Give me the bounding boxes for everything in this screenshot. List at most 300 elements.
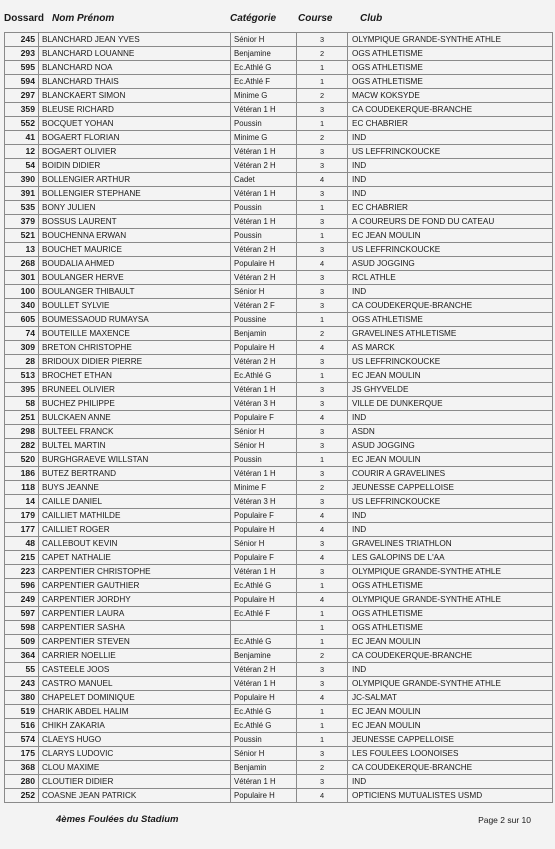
table-row	[5, 523, 553, 537]
cell-course: 1	[297, 621, 348, 635]
cell-course: 1	[297, 579, 348, 593]
table-row	[5, 537, 553, 551]
cell-club: IND	[348, 131, 553, 145]
cell-nom-prenom: CALLEBOUT KEVIN	[39, 537, 231, 551]
cell-club: IND	[348, 159, 553, 173]
cell-club: US LEFFRINCKOUCKE	[348, 243, 553, 257]
cell-categorie: Minime G	[231, 131, 297, 145]
cell-categorie: Populaire H	[231, 523, 297, 537]
cell-dossard: 340	[5, 299, 39, 313]
cell-categorie: Minime G	[231, 89, 297, 103]
cell-dossard: 186	[5, 467, 39, 481]
cell-categorie: Benjamin	[231, 327, 297, 341]
cell-club: OGS ATHLETISME	[348, 61, 553, 75]
cell-dossard: 118	[5, 481, 39, 495]
cell-course: 4	[297, 341, 348, 355]
cell-dossard: 535	[5, 201, 39, 215]
header-dossard: Dossard	[4, 13, 45, 24]
cell-course: 3	[297, 747, 348, 761]
cell-course: 3	[297, 299, 348, 313]
table-row	[5, 47, 553, 61]
cell-categorie: Vétéran 1 H	[231, 145, 297, 159]
cell-categorie: Vétéran 1 H	[231, 775, 297, 789]
cell-club: OGS ATHLETISME	[348, 621, 553, 635]
cell-nom-prenom: CARRIER NOELLIE	[39, 649, 231, 663]
cell-club: IND	[348, 173, 553, 187]
cell-club: OPTICIENS MUTUALISTES USMD	[348, 789, 553, 803]
cell-club: EC CHABRIER	[348, 117, 553, 131]
table-row	[5, 551, 553, 565]
cell-course: 4	[297, 551, 348, 565]
cell-nom-prenom: CAILLIET MATHILDE	[39, 509, 231, 523]
cell-club: CA COUDEKERQUE-BRANCHE	[348, 299, 553, 313]
cell-club: US LEFFRINCKOUCKE	[348, 145, 553, 159]
cell-nom-prenom: BURGHGRAEVE WILLSTAN	[39, 453, 231, 467]
cell-course: 3	[297, 425, 348, 439]
cell-club: IND	[348, 663, 553, 677]
cell-course: 3	[297, 537, 348, 551]
cell-nom-prenom: BOSSUS LAURENT	[39, 215, 231, 229]
cell-nom-prenom: BOUCHET MAURICE	[39, 243, 231, 257]
cell-course: 3	[297, 383, 348, 397]
cell-dossard: 521	[5, 229, 39, 243]
table-row	[5, 411, 553, 425]
cell-nom-prenom: BOLLENGIER STEPHANE	[39, 187, 231, 201]
cell-club: RCL ATHLE	[348, 271, 553, 285]
cell-course: 4	[297, 411, 348, 425]
cell-course: 3	[297, 467, 348, 481]
cell-categorie: Vétéran 1 H	[231, 467, 297, 481]
table-row	[5, 243, 553, 257]
cell-nom-prenom: CAILLIET ROGER	[39, 523, 231, 537]
cell-nom-prenom: BULTEEL FRANCK	[39, 425, 231, 439]
cell-nom-prenom: CARPENTIER CHRISTOPHE	[39, 565, 231, 579]
cell-club: MACW KOKSYDE	[348, 89, 553, 103]
header-club: Club	[360, 13, 383, 24]
cell-categorie: Ec.Athlé F	[231, 607, 297, 621]
cell-nom-prenom: BLANCHARD LOUANNE	[39, 47, 231, 61]
cell-club: OLYMPIQUE GRANDE-SYNTHE ATHLE	[348, 33, 553, 47]
cell-categorie: Ec.Athlé G	[231, 61, 297, 75]
table-row	[5, 131, 553, 145]
cell-nom-prenom: BOULANGER HERVE	[39, 271, 231, 285]
cell-dossard: 368	[5, 761, 39, 775]
cell-club: IND	[348, 285, 553, 299]
cell-dossard: 293	[5, 47, 39, 61]
table-row	[5, 145, 553, 159]
table-row	[5, 327, 553, 341]
cell-nom-prenom: BOUCHENNA ERWAN	[39, 229, 231, 243]
cell-dossard: 509	[5, 635, 39, 649]
cell-dossard: 13	[5, 243, 39, 257]
cell-dossard: 364	[5, 649, 39, 663]
cell-club: IND	[348, 775, 553, 789]
cell-club: ASUD JOGGING	[348, 257, 553, 271]
cell-club: ASDN	[348, 425, 553, 439]
cell-nom-prenom: CLARYS LUDOVIC	[39, 747, 231, 761]
cell-categorie: Benjamine	[231, 649, 297, 663]
table-row	[5, 89, 553, 103]
cell-course: 2	[297, 89, 348, 103]
table-row	[5, 747, 553, 761]
cell-nom-prenom: CLOU MAXIME	[39, 761, 231, 775]
cell-categorie: Vétéran 1 H	[231, 215, 297, 229]
cell-categorie: Poussin	[231, 117, 297, 131]
table-row	[5, 663, 553, 677]
cell-club: ASUD JOGGING	[348, 439, 553, 453]
cell-course: 3	[297, 677, 348, 691]
table-row	[5, 509, 553, 523]
cell-course: 4	[297, 509, 348, 523]
cell-dossard: 516	[5, 719, 39, 733]
cell-nom-prenom: BLANCHARD JEAN YVES	[39, 33, 231, 47]
cell-club: CA COUDEKERQUE-BRANCHE	[348, 103, 553, 117]
cell-dossard: 252	[5, 789, 39, 803]
cell-nom-prenom: COASNE JEAN PATRICK	[39, 789, 231, 803]
cell-nom-prenom: BOCQUET YOHAN	[39, 117, 231, 131]
cell-categorie: Poussin	[231, 229, 297, 243]
cell-categorie: Sénior H	[231, 33, 297, 47]
cell-dossard: 552	[5, 117, 39, 131]
cell-categorie: Cadet	[231, 173, 297, 187]
table-row	[5, 61, 553, 75]
cell-club: US LEFFRINCKOUCKE	[348, 495, 553, 509]
table-row	[5, 173, 553, 187]
cell-dossard: 519	[5, 705, 39, 719]
cell-categorie: Vétéran 1 H	[231, 383, 297, 397]
table-row	[5, 425, 553, 439]
cell-club: CA COUDEKERQUE-BRANCHE	[348, 761, 553, 775]
cell-course: 3	[297, 187, 348, 201]
table-row	[5, 103, 553, 117]
cell-club: EC JEAN MOULIN	[348, 705, 553, 719]
cell-club: OGS ATHLETISME	[348, 47, 553, 61]
cell-categorie: Sénior H	[231, 439, 297, 453]
table-header	[0, 10, 555, 30]
cell-nom-prenom: CARPENTIER JORDHY	[39, 593, 231, 607]
cell-dossard: 41	[5, 131, 39, 145]
cell-course: 4	[297, 691, 348, 705]
cell-course: 1	[297, 719, 348, 733]
cell-categorie: Poussin	[231, 201, 297, 215]
cell-categorie: Populaire F	[231, 551, 297, 565]
cell-nom-prenom: BRIDOUX DIDIER PIERRE	[39, 355, 231, 369]
cell-dossard: 298	[5, 425, 39, 439]
cell-club: OGS ATHLETISME	[348, 579, 553, 593]
cell-nom-prenom: BUCHEZ PHILIPPE	[39, 397, 231, 411]
cell-course: 1	[297, 453, 348, 467]
cell-categorie: Poussin	[231, 733, 297, 747]
cell-categorie: Vétéran 1 H	[231, 187, 297, 201]
cell-club: OLYMPIQUE GRANDE-SYNTHE ATHLE	[348, 565, 553, 579]
cell-categorie: Sénior H	[231, 747, 297, 761]
cell-course: 2	[297, 481, 348, 495]
cell-categorie: Ec.Athlé G	[231, 579, 297, 593]
table-row	[5, 719, 553, 733]
cell-club: OGS ATHLETISME	[348, 607, 553, 621]
cell-categorie: Poussine	[231, 313, 297, 327]
cell-club: AS MARCK	[348, 341, 553, 355]
cell-categorie: Vétéran 3 H	[231, 495, 297, 509]
cell-categorie: Vétéran 2 H	[231, 243, 297, 257]
cell-nom-prenom: BOULLET SYLVIE	[39, 299, 231, 313]
table-row	[5, 159, 553, 173]
cell-course: 1	[297, 733, 348, 747]
cell-club: A COUREURS DE FOND DU CATEAU	[348, 215, 553, 229]
cell-club: EC JEAN MOULIN	[348, 453, 553, 467]
table-row	[5, 229, 553, 243]
table-row	[5, 761, 553, 775]
cell-dossard: 595	[5, 61, 39, 75]
cell-categorie: Minime F	[231, 481, 297, 495]
cell-dossard: 54	[5, 159, 39, 173]
cell-dossard: 245	[5, 33, 39, 47]
table-row	[5, 369, 553, 383]
table-row	[5, 285, 553, 299]
cell-dossard: 243	[5, 677, 39, 691]
cell-nom-prenom: BLEUSE RICHARD	[39, 103, 231, 117]
cell-categorie: Populaire F	[231, 411, 297, 425]
cell-nom-prenom: BUYS JEANNE	[39, 481, 231, 495]
table-row	[5, 257, 553, 271]
cell-categorie: Sénior H	[231, 285, 297, 299]
cell-club: EC CHABRIER	[348, 201, 553, 215]
cell-club: OGS ATHLETISME	[348, 75, 553, 89]
cell-course: 3	[297, 285, 348, 299]
cell-dossard: 301	[5, 271, 39, 285]
table-row	[5, 33, 553, 47]
table-row	[5, 621, 553, 635]
cell-nom-prenom: BOUDALIA AHMED	[39, 257, 231, 271]
cell-nom-prenom: CARPENTIER SASHA	[39, 621, 231, 635]
cell-dossard: 175	[5, 747, 39, 761]
table-row	[5, 677, 553, 691]
table-row	[5, 579, 553, 593]
table-row	[5, 201, 553, 215]
cell-course: 1	[297, 607, 348, 621]
cell-dossard: 215	[5, 551, 39, 565]
cell-course: 3	[297, 663, 348, 677]
cell-dossard: 380	[5, 691, 39, 705]
cell-dossard: 177	[5, 523, 39, 537]
table-row	[5, 705, 553, 719]
cell-club: IND	[348, 411, 553, 425]
table-row	[5, 383, 553, 397]
cell-categorie: Populaire H	[231, 341, 297, 355]
cell-categorie: Sénior H	[231, 425, 297, 439]
cell-club: JS GHYVELDE	[348, 383, 553, 397]
cell-nom-prenom: CARPENTIER LAURA	[39, 607, 231, 621]
participants-table	[4, 32, 553, 803]
cell-categorie: Sénior H	[231, 537, 297, 551]
cell-dossard: 55	[5, 663, 39, 677]
cell-course: 3	[297, 565, 348, 579]
cell-club: IND	[348, 187, 553, 201]
cell-nom-prenom: BOGAERT OLIVIER	[39, 145, 231, 159]
cell-dossard: 28	[5, 355, 39, 369]
cell-club: GRAVELINES TRIATHLON	[348, 537, 553, 551]
cell-club: IND	[348, 509, 553, 523]
cell-categorie: Vétéran 3 H	[231, 397, 297, 411]
cell-course: 3	[297, 103, 348, 117]
cell-nom-prenom: CASTRO MANUEL	[39, 677, 231, 691]
table-row	[5, 607, 553, 621]
cell-club: EC JEAN MOULIN	[348, 635, 553, 649]
cell-course: 3	[297, 439, 348, 453]
header-nom-prenom: Nom Prénom	[52, 13, 115, 24]
table-row	[5, 439, 553, 453]
table-row	[5, 397, 553, 411]
cell-club: EC JEAN MOULIN	[348, 719, 553, 733]
cell-categorie: Populaire F	[231, 509, 297, 523]
cell-dossard: 395	[5, 383, 39, 397]
cell-dossard: 223	[5, 565, 39, 579]
cell-nom-prenom: BOGAERT FLORIAN	[39, 131, 231, 145]
table-row	[5, 565, 553, 579]
table-row	[5, 467, 553, 481]
cell-categorie: Ec.Athlé F	[231, 75, 297, 89]
cell-course: 3	[297, 775, 348, 789]
cell-nom-prenom: BOIDIN DIDIER	[39, 159, 231, 173]
cell-course: 3	[297, 495, 348, 509]
cell-categorie	[231, 621, 297, 635]
cell-nom-prenom: CHIKH ZAKARIA	[39, 719, 231, 733]
cell-course: 1	[297, 635, 348, 649]
table-row	[5, 313, 553, 327]
cell-categorie: Ec.Athlé G	[231, 635, 297, 649]
cell-nom-prenom: CAPET NATHALIE	[39, 551, 231, 565]
header-categorie: Catégorie	[230, 13, 277, 24]
table-row	[5, 775, 553, 789]
cell-club: IND	[348, 523, 553, 537]
cell-nom-prenom: CARPENTIER GAUTHIER	[39, 579, 231, 593]
table-row	[5, 649, 553, 663]
table-row	[5, 593, 553, 607]
cell-nom-prenom: CLOUTIER DIDIER	[39, 775, 231, 789]
cell-dossard: 390	[5, 173, 39, 187]
cell-club: OLYMPIQUE GRANDE-SYNTHE ATHLE	[348, 677, 553, 691]
cell-course: 2	[297, 327, 348, 341]
cell-course: 2	[297, 47, 348, 61]
cell-nom-prenom: BULTEL MARTIN	[39, 439, 231, 453]
table-row	[5, 789, 553, 803]
cell-categorie: Vétéran 2 H	[231, 159, 297, 173]
cell-categorie: Populaire H	[231, 691, 297, 705]
cell-club: COURIR A GRAVELINES	[348, 467, 553, 481]
cell-club: OLYMPIQUE GRANDE-SYNTHE ATHLE	[348, 593, 553, 607]
cell-categorie: Vétéran 2 H	[231, 271, 297, 285]
cell-course: 1	[297, 61, 348, 75]
cell-categorie: Benjamin	[231, 761, 297, 775]
table-row	[5, 481, 553, 495]
cell-course: 3	[297, 33, 348, 47]
cell-course: 4	[297, 523, 348, 537]
cell-nom-prenom: CAILLE DANIEL	[39, 495, 231, 509]
cell-categorie: Poussin	[231, 453, 297, 467]
cell-nom-prenom: BLANCHARD NOA	[39, 61, 231, 75]
table-row	[5, 117, 553, 131]
cell-dossard: 520	[5, 453, 39, 467]
event-title: 4èmes Foulées du Stadium	[56, 814, 179, 825]
table-row	[5, 215, 553, 229]
cell-nom-prenom: BONY JULIEN	[39, 201, 231, 215]
cell-dossard: 309	[5, 341, 39, 355]
cell-dossard: 249	[5, 593, 39, 607]
cell-course: 4	[297, 789, 348, 803]
table-row	[5, 691, 553, 705]
cell-course: 1	[297, 75, 348, 89]
cell-dossard: 280	[5, 775, 39, 789]
cell-course: 4	[297, 173, 348, 187]
cell-categorie: Populaire H	[231, 789, 297, 803]
cell-dossard: 48	[5, 537, 39, 551]
cell-nom-prenom: BOUTEILLE MAXENCE	[39, 327, 231, 341]
cell-nom-prenom: CHARIK ABDEL HALIM	[39, 705, 231, 719]
table-row	[5, 355, 553, 369]
cell-nom-prenom: BUTEZ BERTRAND	[39, 467, 231, 481]
cell-categorie: Vétéran 1 H	[231, 565, 297, 579]
cell-club: EC JEAN MOULIN	[348, 229, 553, 243]
cell-club: JC-SALMAT	[348, 691, 553, 705]
cell-dossard: 74	[5, 327, 39, 341]
cell-categorie: Ec.Athlé G	[231, 369, 297, 383]
cell-dossard: 594	[5, 75, 39, 89]
cell-course: 2	[297, 649, 348, 663]
cell-course: 1	[297, 313, 348, 327]
cell-dossard: 391	[5, 187, 39, 201]
cell-nom-prenom: BOLLENGIER ARTHUR	[39, 173, 231, 187]
cell-nom-prenom: BOUMESSAOUD RUMAYSA	[39, 313, 231, 327]
cell-nom-prenom: CASTEELE JOOS	[39, 663, 231, 677]
table-row	[5, 299, 553, 313]
cell-dossard: 513	[5, 369, 39, 383]
cell-club: OGS ATHLETISME	[348, 313, 553, 327]
cell-categorie: Benjamine	[231, 47, 297, 61]
table-row	[5, 453, 553, 467]
table-row	[5, 635, 553, 649]
cell-course: 1	[297, 369, 348, 383]
cell-club: JEUNESSE CAPPELLOISE	[348, 733, 553, 747]
table-row	[5, 187, 553, 201]
cell-categorie: Ec.Athlé G	[231, 705, 297, 719]
cell-categorie: Vétéran 2 H	[231, 663, 297, 677]
cell-nom-prenom: BOULANGER THIBAULT	[39, 285, 231, 299]
cell-club: CA COUDEKERQUE-BRANCHE	[348, 649, 553, 663]
cell-nom-prenom: CARPENTIER STEVEN	[39, 635, 231, 649]
cell-course: 3	[297, 243, 348, 257]
cell-dossard: 297	[5, 89, 39, 103]
cell-categorie: Vétéran 1 H	[231, 103, 297, 117]
cell-course: 3	[297, 145, 348, 159]
cell-course: 3	[297, 355, 348, 369]
cell-course: 1	[297, 117, 348, 131]
cell-club: US LEFFRINCKOUCKE	[348, 355, 553, 369]
cell-categorie: Populaire H	[231, 593, 297, 607]
cell-course: 4	[297, 593, 348, 607]
cell-club: VILLE DE DUNKERQUE	[348, 397, 553, 411]
cell-categorie: Vétéran 2 H	[231, 355, 297, 369]
cell-dossard: 596	[5, 579, 39, 593]
cell-dossard: 251	[5, 411, 39, 425]
cell-nom-prenom: CHAPELET DOMINIQUE	[39, 691, 231, 705]
cell-categorie: Vétéran 2 F	[231, 299, 297, 313]
cell-categorie: Ec.Athlé G	[231, 719, 297, 733]
cell-club: EC JEAN MOULIN	[348, 369, 553, 383]
table-row	[5, 75, 553, 89]
cell-dossard: 359	[5, 103, 39, 117]
cell-dossard: 179	[5, 509, 39, 523]
cell-categorie: Populaire H	[231, 257, 297, 271]
